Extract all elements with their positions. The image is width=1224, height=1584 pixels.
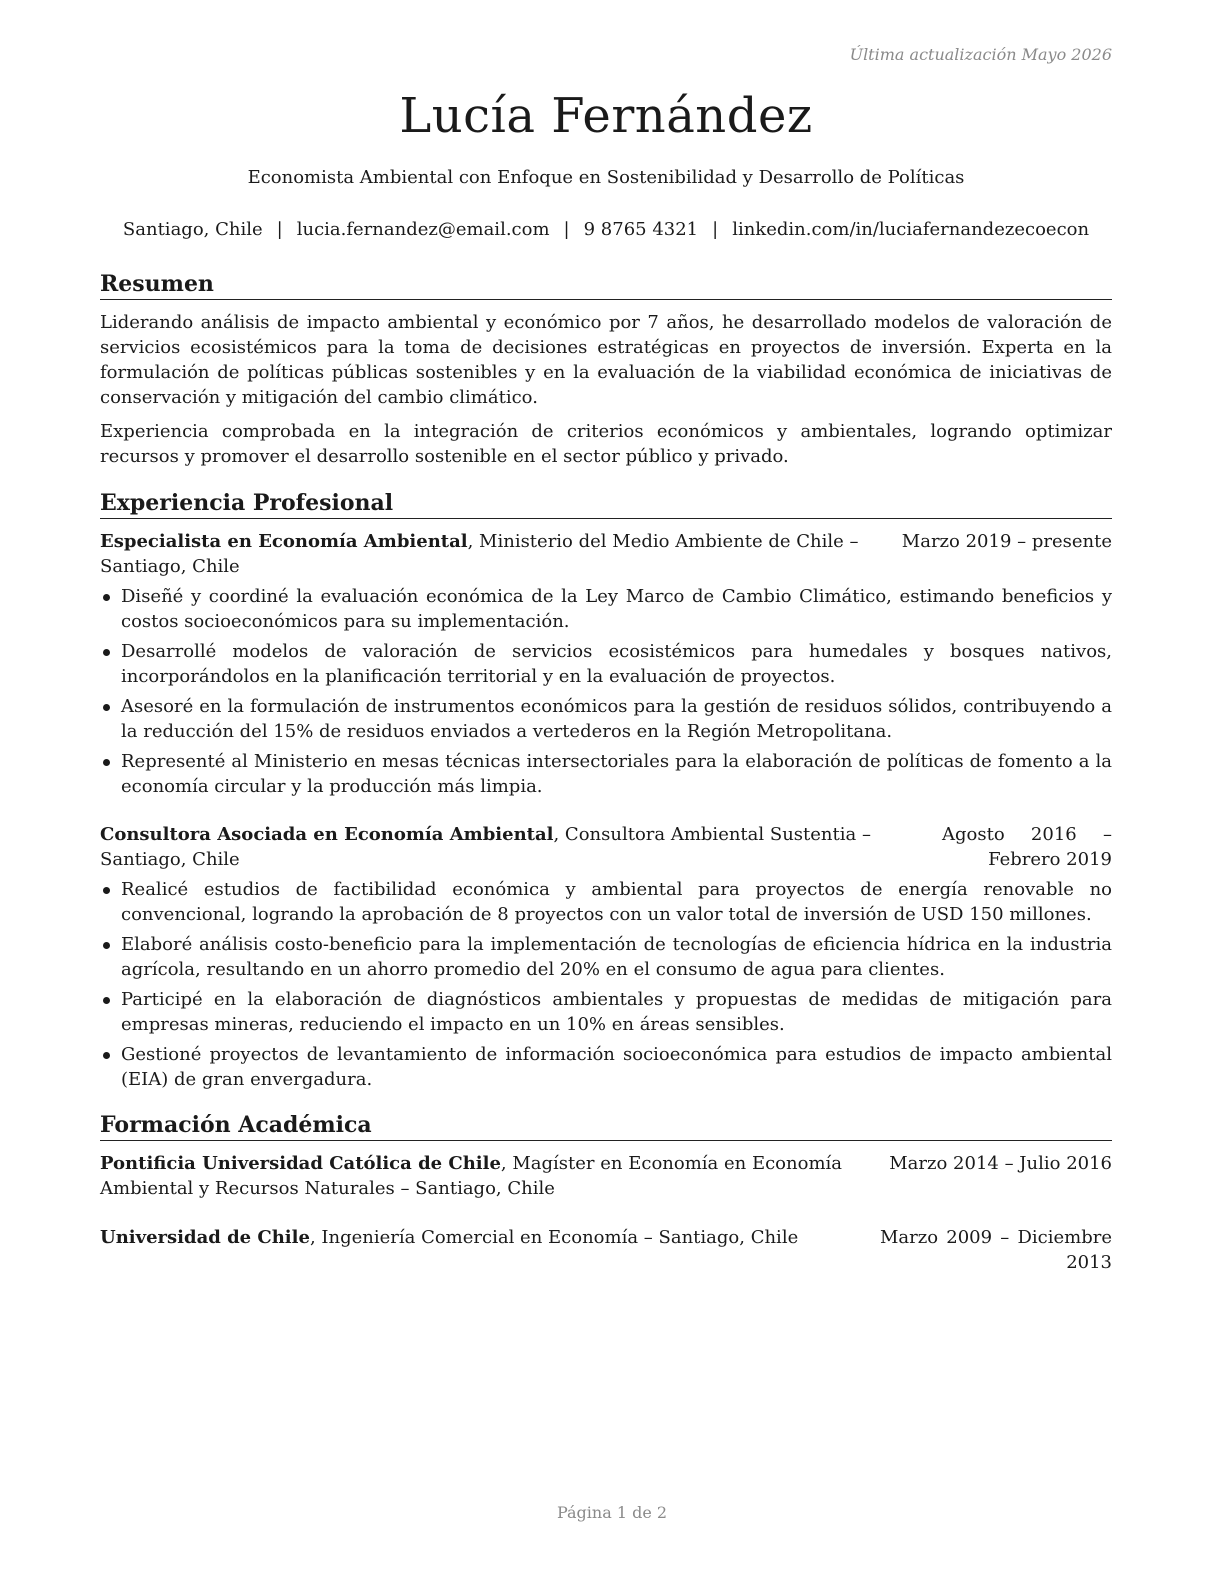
education-detail: , Ingeniería Comercial en Economía – Santiago, Chile	[309, 1227, 799, 1248]
contact-separator: |	[276, 219, 283, 240]
last-updated: Última actualización Mayo 2026	[849, 45, 1112, 64]
job-header	[100, 529, 1112, 579]
job-bullet: Participé en la elaboración de diagnósticos ambientales y propuestas de medidas de mitigación para empresas mineras, reduciendo el impacto en un 10% en áreas sensibles.	[100, 987, 1112, 1037]
job-dates: Agosto 2016 – Febrero 2019	[942, 824, 1112, 870]
summary-paragraph: Experiencia comprobada en la integración de criterios económicos y ambientales, logrando optimizar recursos y promover el desarrollo sostenible en el sector público y privado.	[100, 421, 1112, 467]
job-title-line	[100, 529, 902, 579]
summary-section	[100, 271, 1112, 478]
section-title: Resumen	[100, 271, 1112, 300]
contact-separator: |	[563, 219, 570, 240]
contact-email[interactable]: lucia.fernandez@email.com	[296, 219, 550, 240]
job-organization: , Consultora Ambiental Sustentia – Santiago, Chile	[100, 824, 871, 870]
contact-phone: 9 8765 4321	[583, 219, 699, 240]
page-number: Página 1 de 2	[556, 1503, 668, 1522]
contact-linkedin[interactable]: linkedin.com/in/luciafernandezecoecon	[732, 219, 1090, 240]
section-title: Experiencia Profesional	[100, 490, 1112, 519]
job-bullet: Desarrollé modelos de valoración de servicios ecosistémicos para humedales y bosques nativos, incorporándolos en la planificación territorial y en la evaluación de proyectos.	[100, 639, 1112, 689]
job-bullet: Diseñé y coordiné la evaluación económica de la Ley Marco de Cambio Climático, estimando beneficios y costos socioeconómicos para su implementación.	[100, 584, 1112, 634]
education-institution: Universidad de Chile	[100, 1227, 310, 1248]
section-title: Formación Académica	[100, 1112, 1112, 1141]
job-role: Consultora Asociada en Economía Ambiental	[100, 824, 554, 845]
education-institution: Pontificia Universidad Católica de Chile	[100, 1153, 501, 1174]
candidate-name: Lucía Fernández	[399, 88, 813, 144]
education-entry	[100, 1225, 1112, 1275]
education-dates: Marzo 2014 – Julio 2016	[889, 1153, 1112, 1174]
job-entry	[100, 529, 1112, 799]
education-dates: Marzo 2009 – Diciembre 2013	[880, 1227, 1112, 1273]
experience-section	[100, 490, 1112, 1097]
job-dates: Marzo 2019 – presente	[901, 531, 1112, 552]
education-title-line	[100, 1151, 889, 1201]
education-entry	[100, 1151, 1112, 1201]
job-bullet: Asesoré en la formulación de instrumentos económicos para la gestión de residuos sólidos, contribuyendo a la reducción del 15% de residuos enviados a vertederos en la Región Metropolitana.	[100, 694, 1112, 744]
job-bullet: Elaboré análisis costo-beneficio para la implementación de tecnologías de eficiencia hídrica en la industria agrícola, resultando en un ahorro promedio del 20% en el consumo de agua para clientes.	[100, 932, 1112, 982]
job-title-line	[100, 822, 942, 872]
job-role: Especialista en Economía Ambiental	[100, 531, 468, 552]
job-bullet: Realicé estudios de factibilidad económica y ambiental para proyectos de energía renovable no convencional, logrando la aprobación de 8 proyectos con un valor total de inversión de USD 150 millones.	[100, 877, 1112, 927]
professional-headline: Economista Ambiental con Enfoque en Sostenibilidad y Desarrollo de Políticas	[247, 167, 965, 188]
education-title-line	[100, 1225, 880, 1275]
contact-separator: |	[712, 219, 719, 240]
job-bullets	[100, 877, 1112, 1092]
education-detail: , Magíster en Economía en Economía Ambiental y Recursos Naturales – Santiago, Chile	[100, 1153, 842, 1199]
education-section	[100, 1112, 1112, 1275]
job-organization: , Ministerio del Medio Ambiente de Chile – Santiago, Chile	[100, 531, 859, 577]
contact-line	[100, 219, 1112, 240]
contact-location: Santiago, Chile	[122, 219, 263, 240]
job-bullets	[100, 584, 1112, 799]
job-bullet: Representé al Ministerio en mesas técnicas intersectoriales para la elaboración de políticas de fomento a la economía circular y la producción más limpia.	[100, 749, 1112, 799]
summary-paragraph: Liderando análisis de impacto ambiental y económico por 7 años, he desarrollado modelos de valoración de servicios ecosistémicos para la toma de decisiones estratégicas en proyectos de inversión. Experta en la formulación de políticas públicas sostenibles y en la evaluación de la viabilidad económica de iniciativas de conservación y mitigación del cambio climático.	[100, 312, 1112, 408]
job-entry	[100, 822, 1112, 1092]
job-header	[100, 822, 1112, 872]
job-bullet: Gestioné proyectos de levantamiento de información socioeconómica para estudios de impacto ambiental (EIA) de gran envergadura.	[100, 1042, 1112, 1092]
